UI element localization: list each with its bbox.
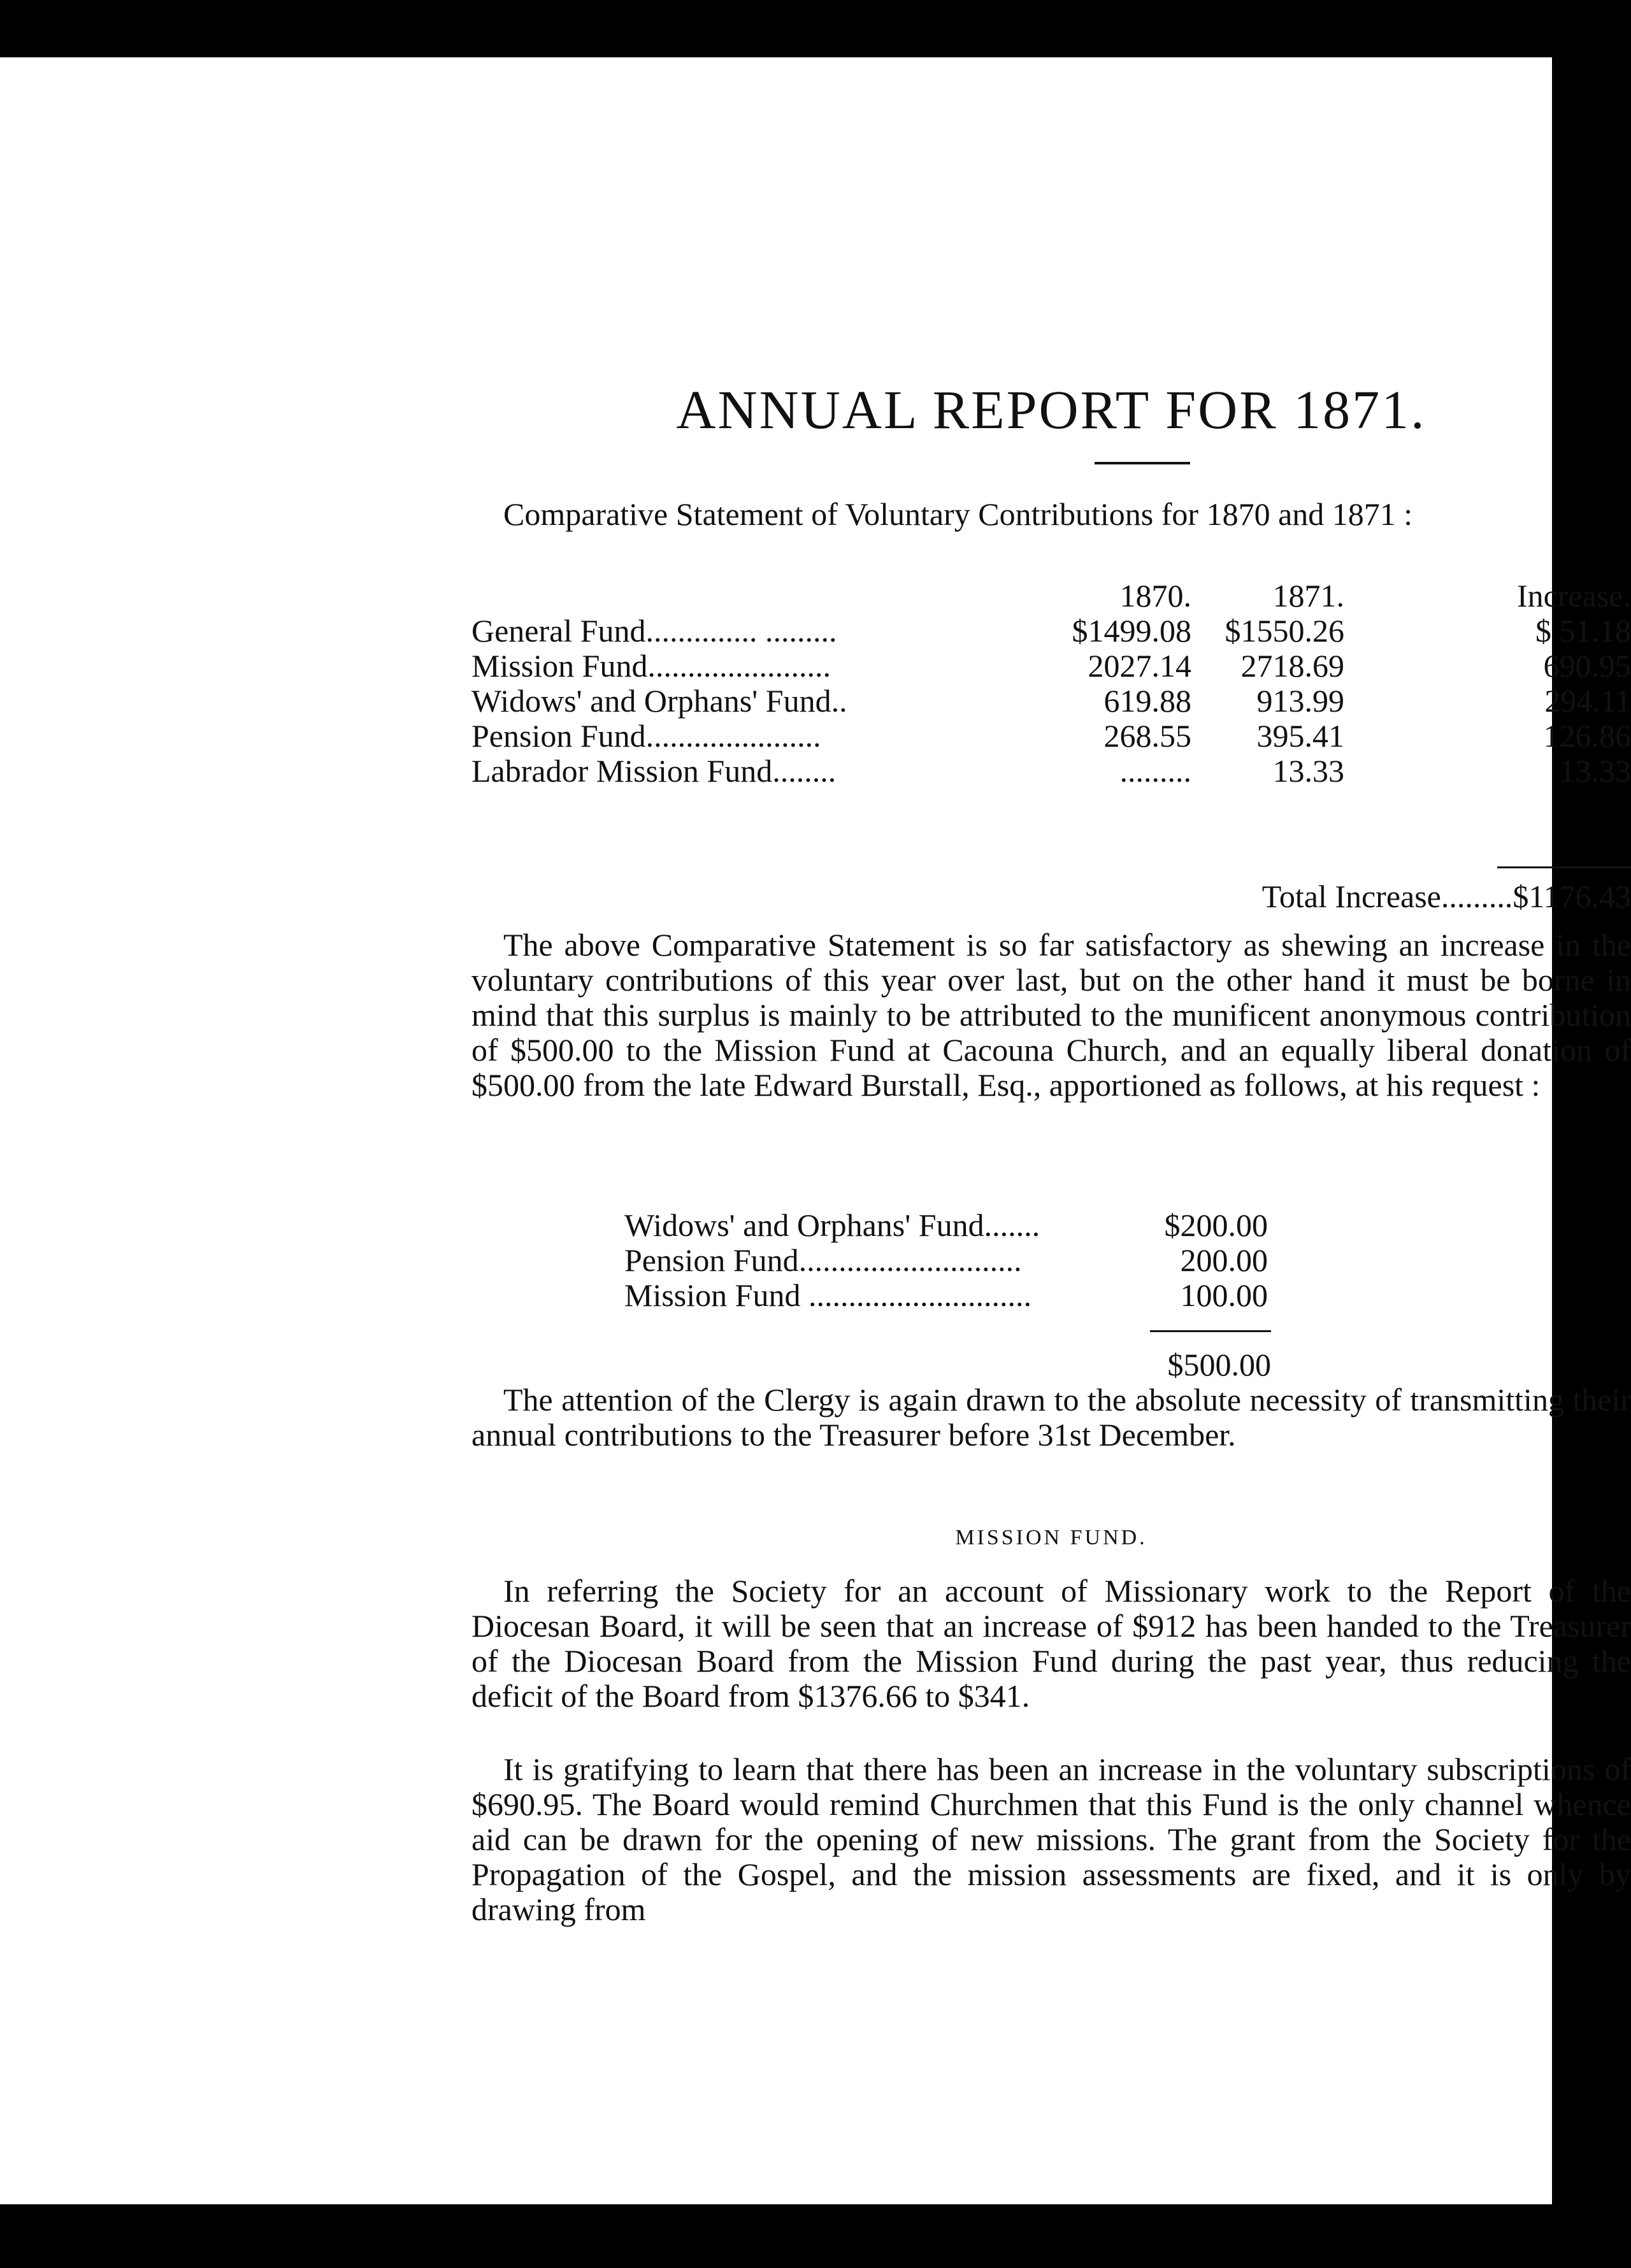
paragraph-comparative: The above Comparative Statement is so far satisfactory as shewing an increase in the voluntary contributions of this year over last, but on the other hand it must be borne in mind that this surplus is mainly to be attributed to the munificent anonymous contribution of $500.00 to the Mission Fund at Cacouna Church, and an equally liberal donation of $500.00 from the late Edward Burstall, Esq., apportioned as follows, at his request : xyxy=(471,927,1631,1103)
row-1870: ......... xyxy=(1119,753,1191,789)
allocation-label: Mission Fund ............................ xyxy=(624,1277,1031,1313)
total-increase: Total Increase.........$1176.43 xyxy=(1261,879,1631,914)
intro-paragraph: Comparative Statement of Voluntary Contributions for 1870 and 1871 : xyxy=(503,496,1413,532)
allocation-label: Widows' and Orphans' Fund....... xyxy=(624,1207,1040,1243)
allocation-value: 100.00 xyxy=(1180,1277,1268,1313)
page-title: ANNUAL REPORT FOR 1871. xyxy=(676,379,1426,440)
header-increase: Increase. xyxy=(1516,578,1631,614)
allocation-label: Pension Fund............................ xyxy=(624,1242,1022,1278)
row-1870: $1499.08 xyxy=(1072,613,1191,649)
allocation-row xyxy=(624,1208,1268,1243)
row-increase: 294.11 xyxy=(1544,683,1631,719)
increase-sum-rule xyxy=(1497,866,1631,868)
allocation-row xyxy=(624,1243,1268,1278)
allocation-total: $500.00 xyxy=(1167,1347,1271,1382)
allocation-value: 200.00 xyxy=(1180,1242,1268,1278)
row-1870: 2027.14 xyxy=(1088,648,1191,684)
document-page xyxy=(210,57,1631,2204)
row-label: Mission Fund....................... xyxy=(471,648,831,684)
row-label: Widows' and Orphans' Fund.. xyxy=(471,683,847,719)
paragraph-mission-2: It is gratifying to learn that there has been an increase in the voluntary subscriptions of $690.95. The Board would remind Churchmen that this Fund is the only channel whence aid can be drawn for the opening of new missions. The grant from the Society for the Propagation of the Gospel, and the mission assessments are fixed, and it is only by drawing from xyxy=(471,1751,1631,1927)
row-1870: 268.55 xyxy=(1103,718,1191,754)
allocation-value: $200.00 xyxy=(1164,1207,1268,1243)
row-label: General Fund.............. ......... xyxy=(471,613,837,649)
row-label: Labrador Mission Fund........ xyxy=(471,753,837,789)
left-margin-strip xyxy=(0,57,213,2204)
allocation-sum-rule xyxy=(1150,1330,1271,1332)
paragraph-mission-1: In referring the Society for an account of Missionary work to the Report of the Diocesan Board, it will be seen that an increase of $912 has been handed to the Treasurer of the Diocesan Board from the Mission Fund during the past year, thus reducing the deficit of the Board from $1376.66 to $341. xyxy=(471,1573,1631,1714)
row-1871: 13.33 xyxy=(1272,753,1344,789)
allocation-row xyxy=(624,1278,1268,1313)
row-1871: $1550.26 xyxy=(1225,613,1344,649)
table-row xyxy=(471,719,1631,754)
paragraph-clergy: The attention of the Clergy is again drawn to the absolute necessity of transmitting their annual contributions to the Treasurer before 31st December. xyxy=(471,1382,1631,1453)
table-row xyxy=(471,614,1631,649)
row-increase: 690.95 xyxy=(1543,648,1631,684)
table-header-row xyxy=(471,578,1631,614)
table-row xyxy=(471,684,1631,719)
row-increase: 13.33 xyxy=(1559,753,1631,789)
section-heading: MISSION FUND. xyxy=(955,1526,1147,1549)
row-increase: 126.86 xyxy=(1543,718,1631,754)
row-1871: 913.99 xyxy=(1256,683,1344,719)
contributions-table xyxy=(471,578,1631,789)
table-row xyxy=(471,649,1631,684)
row-label: Pension Fund...................... xyxy=(471,718,821,754)
header-1871: 1871. xyxy=(1272,578,1344,614)
header-1870: 1870. xyxy=(1119,578,1191,614)
title-rule xyxy=(1095,462,1190,464)
row-1870: 619.88 xyxy=(1103,683,1191,719)
row-1871: 395.41 xyxy=(1256,718,1344,754)
allocation-table xyxy=(624,1208,1268,1313)
row-1871: 2718.69 xyxy=(1240,648,1344,684)
table-row xyxy=(471,754,1631,789)
row-increase: $ 51.18 xyxy=(1535,613,1631,649)
